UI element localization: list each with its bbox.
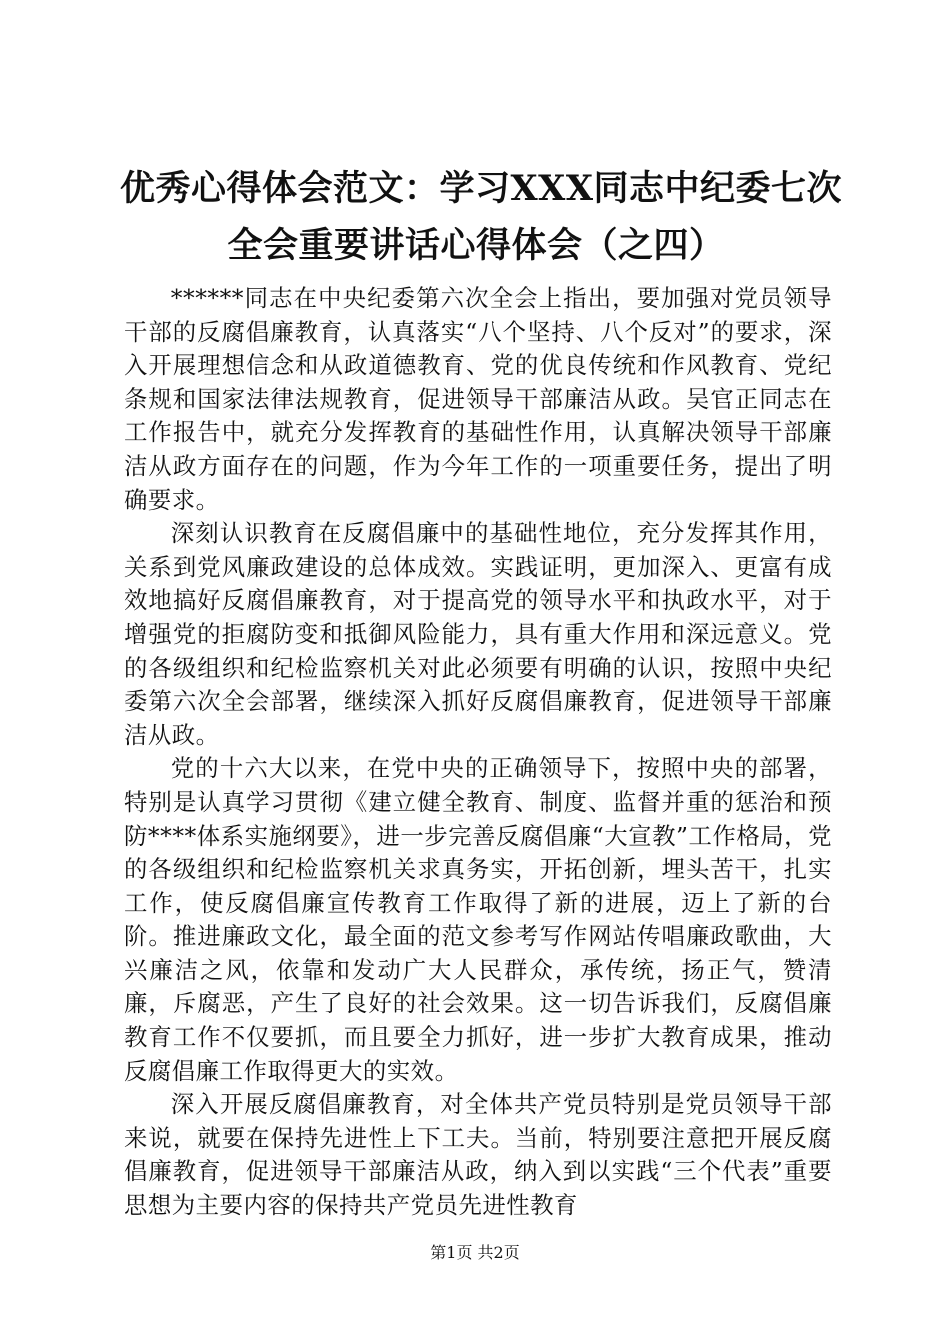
- paragraph-3: 党的十六大以来，在党中央的正确领导下，按照中央的部署，特别是认真学习贯彻《建立健全教育、制度、监督并重的惩治和预防****体系实施纲要》，进一步完善反腐倡廉“大宣教”工作格局，党的各级组织和纪检监察机关求真务实，开拓创新，埋头苦干，扎实工作，使反腐倡廉宣传教育工作取得了新的进展，迈上了新的台阶。推进廉政文化，最全面的范文参考写作网站传唱廉政歌曲，大兴廉洁之风，依靠和发动广大人民群众，承传统，扬正气，赞清廉，斥腐恶，产生了良好的社会效果。这一切告诉我们，反腐倡廉教育工作不仅要抓，而且要全力抓好，进一步扩大教育成果，推动反腐倡廉工作取得更大的实效。: [124, 754, 832, 1085]
- paragraph-1: ******同志在中央纪委第六次全会上指出，要加强对党员领导干部的反腐倡廉教育，认真落实“八个坚持、八个反对”的要求，深入开展理想信念和从政道德教育、党的优良传统和作风教育、党纪条规和国家法律法规教育，促进领导干部廉洁从政。吴官正同志在工作报告中，就充分发挥教育的基础性作用，认真解决领导干部廉洁从政方面存在的问题，作为今年工作的一项重要任务，提出了明确要求。: [124, 284, 832, 514]
- paragraph-2: 深刻认识教育在反腐倡廉中的基础性地位，充分发挥其作用，关系到党风廉政建设的总体成效。实践证明，更加深入、更富有成效地搞好反腐倡廉教育，对于提高党的领导水平和执政水平，对于增强党的拒腐防变和抵御风险能力，具有重大作用和深远意义。党的各级组织和纪检监察机关对此必须要有明确的认识，按照中央纪委第六次全会部署，继续深入抓好反腐倡廉教育，促进领导干部廉洁从政。: [124, 519, 832, 749]
- title-line-1: 优秀心得体会范文：学习XXX同志中纪委七次: [120, 168, 842, 209]
- page-footer: 第1页 共2页: [430, 1243, 520, 1262]
- title-line-2: 全会重要讲话心得体会（之四）: [227, 225, 725, 266]
- paragraph-4: 深入开展反腐倡廉教育，对全体共产党员特别是党员领导干部来说，就要在保持先进性上下工夫。当前，特别要注意把开展反腐倡廉教育，促进领导干部廉洁从政，纳入到以实践“三个代表”重要思想为主要内容的保持共产党员先进性教育: [124, 1090, 832, 1220]
- document-title: [120, 160, 842, 274]
- document-body: [124, 282, 832, 1223]
